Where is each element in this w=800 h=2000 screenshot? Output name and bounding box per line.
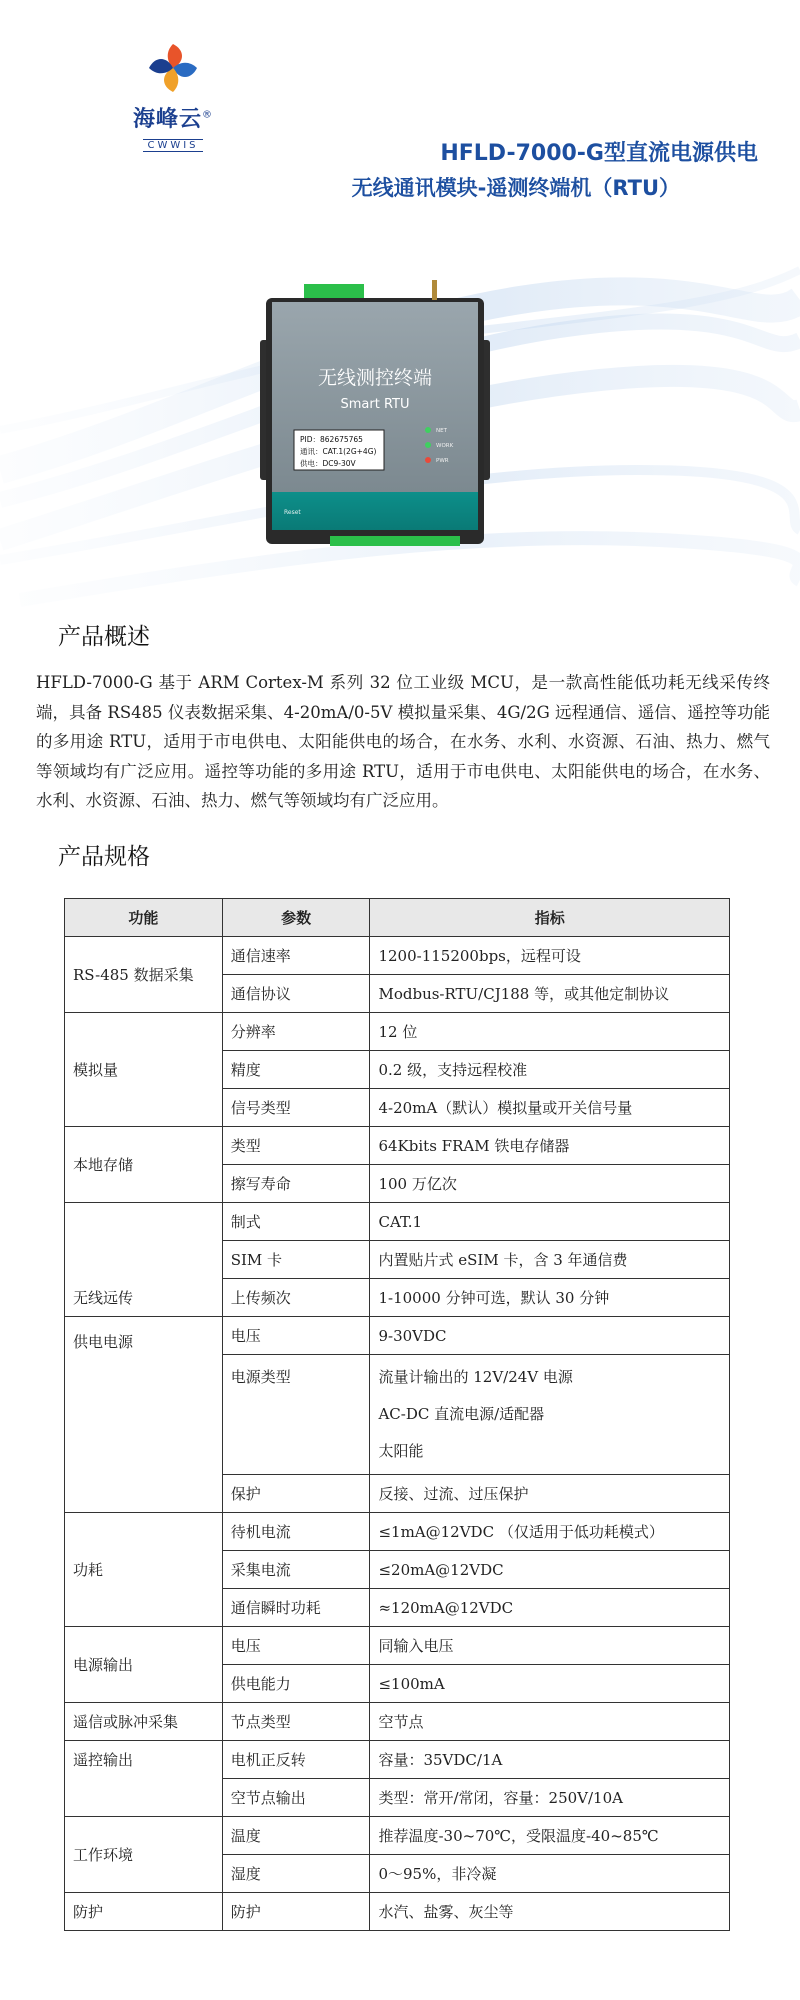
brand-sub: CWWIS [143, 139, 202, 152]
value-cell: ≤100mA [370, 1665, 730, 1703]
spec-heading: 产品规格 [58, 844, 150, 870]
registered-mark: ® [202, 109, 213, 121]
terminal-block-bottom [330, 536, 460, 546]
param-cell: 湿度 [222, 1855, 370, 1893]
param-cell: 精度 [222, 1051, 370, 1089]
func-cell: 遥控输出 [65, 1741, 223, 1817]
table-row [65, 937, 730, 975]
brand-logo [118, 40, 228, 152]
param-cell: 采集电流 [222, 1551, 370, 1589]
param-cell: 上传频次 [222, 1279, 370, 1317]
param-cell: SIM 卡 [222, 1241, 370, 1279]
value-cell: 4-20mA（默认）模拟量或开关信号量 [370, 1089, 730, 1127]
func-cell: 供电电源 [65, 1317, 223, 1513]
table-row [65, 1703, 730, 1741]
param-cell [222, 1355, 370, 1475]
param-cell: 待机电流 [222, 1513, 370, 1551]
param-cell: 温度 [222, 1817, 370, 1855]
table-row [65, 1893, 730, 1931]
func-cell: 功耗 [65, 1513, 223, 1627]
func-cell: 无线远传 [65, 1203, 223, 1317]
led-pwr [425, 457, 431, 463]
led-work-label: WORK [436, 443, 454, 449]
value-cell: 容量：35VDC/1A [370, 1741, 730, 1779]
header-indicator: 指标 [370, 899, 730, 937]
terminal-block-top [304, 284, 364, 298]
reset-label: Reset [284, 509, 301, 516]
overview-heading: 产品概述 [58, 624, 150, 650]
param-cell: 防护 [222, 1893, 370, 1931]
value-cell: ≤1mA@12VDC （仅适用于低功耗模式） [370, 1513, 730, 1551]
value-cell: 100 万亿次 [370, 1165, 730, 1203]
table-row [65, 1203, 730, 1241]
value-cell: ≤20mA@12VDC [370, 1551, 730, 1589]
header-function: 功能 [65, 899, 223, 937]
led-work [425, 442, 431, 448]
func-cell: 电源输出 [65, 1627, 223, 1703]
param-cell: 通信速率 [222, 937, 370, 975]
func-cell: 遥信或脉冲采集 [65, 1703, 223, 1741]
device-label-en: Smart RTU [340, 397, 410, 412]
device-comm: 通讯：CAT.1(2G+4G) [300, 447, 377, 456]
led-net-label: NET [436, 428, 447, 434]
value-cell: Modbus-RTU/CJ188 等，或其他定制协议 [370, 975, 730, 1013]
header-parameter: 参数 [222, 899, 370, 937]
table-row [65, 1627, 730, 1665]
value-cell: 类型：常开/常闭，容量：250V/10A [370, 1779, 730, 1817]
value-cell: 反接、过流、过压保护 [370, 1475, 730, 1513]
led-pwr-label: PWR [436, 458, 449, 464]
value-cell: 1-10000 分钟可选，默认 30 分钟 [370, 1279, 730, 1317]
func-cell: 工作环境 [65, 1817, 223, 1893]
title-line-2: 无线通讯模块-遥测终端机（RTU） [351, 176, 680, 200]
device-label-cn: 无线测控终端 [317, 367, 433, 389]
value-cell: 12 位 [370, 1013, 730, 1051]
param-text: 电源类型 [230, 1368, 291, 1386]
value-cell: 64Kbits FRAM 铁电存储器 [370, 1127, 730, 1165]
value-cell: 水汽、盐雾、灰尘等 [370, 1893, 730, 1931]
logo-icon [145, 40, 201, 96]
value-cell [370, 1355, 730, 1475]
func-cell: 模拟量 [65, 1013, 223, 1127]
param-cell: 电压 [222, 1317, 370, 1355]
param-cell: 信号类型 [222, 1089, 370, 1127]
value-cell: CAT.1 [370, 1203, 730, 1241]
param-cell: 供电能力 [222, 1665, 370, 1703]
value-line: AC-DC 直流电源/适配器 [378, 1405, 545, 1423]
value-cell: ≈120mA@12VDC [370, 1589, 730, 1627]
table-row [65, 1513, 730, 1551]
value-cell: 空节点 [370, 1703, 730, 1741]
table-row [65, 1817, 730, 1855]
value-cell: 0.2 级，支持远程校准 [370, 1051, 730, 1089]
param-cell: 擦写寿命 [222, 1165, 370, 1203]
value-cell: 1200-115200bps，远程可设 [370, 937, 730, 975]
param-cell: 分辨率 [222, 1013, 370, 1051]
table-row [65, 1317, 730, 1355]
value-line: 流量计输出的 12V/24V 电源 [378, 1368, 573, 1386]
param-cell: 制式 [222, 1203, 370, 1241]
value-cell: 推荐温度-30~70℃，受限温度-40~85℃ [370, 1817, 730, 1855]
value-line: 太阳能 [378, 1442, 424, 1460]
value-cell: 同输入电压 [370, 1627, 730, 1665]
spec-table [64, 898, 730, 1931]
param-cell: 保护 [222, 1475, 370, 1513]
hero-banner [0, 0, 800, 620]
func-cell: RS-485 数据采集 [65, 937, 223, 1013]
device-power: 供电：DC9-30V [300, 459, 356, 468]
param-cell: 类型 [222, 1127, 370, 1165]
device-pid: PID：862675765 [300, 435, 363, 444]
param-cell: 电机正反转 [222, 1741, 370, 1779]
led-net [425, 427, 431, 433]
device-bottom-strip [272, 492, 478, 530]
param-cell: 空节点输出 [222, 1779, 370, 1817]
param-cell: 通信协议 [222, 975, 370, 1013]
value-cell: 9-30VDC [370, 1317, 730, 1355]
func-cell: 防护 [65, 1893, 223, 1931]
table-row [65, 1127, 730, 1165]
antenna-connector [432, 280, 437, 300]
spec-header-row [65, 899, 730, 937]
overview-text: HFLD-7000-G 基于 ARM Cortex-M 系列 32 位工业级 MCU，是一款高性能低功耗无线采传终端，具备 RS485 仪表数据采集、4-20mA/0-5V 模拟量采集、4G/2G 远程通信、遥信、遥控等功能的多用途 RTU，适用于市电供电、太阳能供电的场合，在水务、水利、水资源、石油、热力、燃气等领域均有广泛应用。遥控等功能的多用途 RTU，适用于市电供电、太阳能供电的场合，在水务、水利、水资源、石油、热力、燃气等领域均有广泛应用。 [36, 673, 770, 810]
value-cell: 0～95%，非冷凝 [370, 1855, 730, 1893]
param-cell: 电压 [222, 1627, 370, 1665]
func-cell: 本地存储 [65, 1127, 223, 1203]
brand-name: 海峰云 [132, 107, 202, 132]
device-photo [260, 280, 490, 560]
value-cell: 内置贴片式 eSIM 卡，含 3 年通信费 [370, 1241, 730, 1279]
title-line-1: HFLD-7000-G型直流电源供电 [440, 141, 758, 166]
table-row [65, 1741, 730, 1779]
param-cell: 通信瞬时功耗 [222, 1589, 370, 1627]
table-row [65, 1013, 730, 1051]
param-cell: 节点类型 [222, 1703, 370, 1741]
